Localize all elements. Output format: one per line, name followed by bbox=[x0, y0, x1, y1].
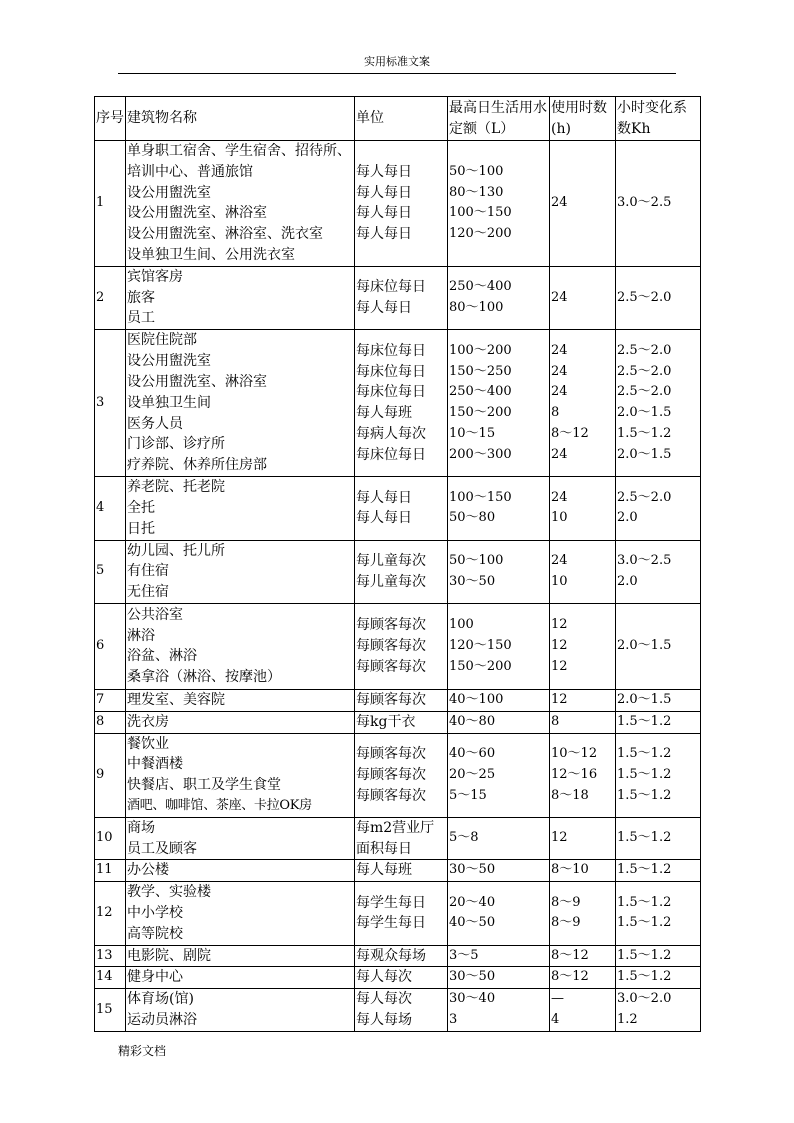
cell-no: 5 bbox=[95, 540, 126, 603]
cell-names bbox=[126, 733, 355, 817]
cell-names bbox=[126, 266, 355, 329]
quotas-line: 80～130 bbox=[449, 184, 504, 200]
cell-kh bbox=[616, 711, 701, 733]
cell-no: 3 bbox=[95, 330, 126, 477]
table-row bbox=[95, 711, 701, 733]
hours-line: 24 bbox=[551, 194, 568, 210]
kh-line: 2.0～1.5 bbox=[617, 638, 672, 654]
cell-hours bbox=[550, 330, 616, 477]
cell-names bbox=[126, 860, 355, 882]
table-row bbox=[95, 540, 701, 603]
units-line: 每观众每场 bbox=[356, 947, 426, 964]
cell-quotas bbox=[448, 860, 550, 882]
hours-line: 8～9 bbox=[551, 915, 581, 931]
cell-hours bbox=[550, 967, 616, 989]
quotas-line: 250～400 bbox=[449, 279, 512, 295]
units-line: 每顾客每次 bbox=[356, 766, 426, 783]
table-row bbox=[95, 860, 701, 882]
cell-units bbox=[355, 689, 448, 711]
cell-units bbox=[355, 882, 448, 945]
names-line: 中小学校 bbox=[127, 904, 183, 921]
cell-no: 8 bbox=[95, 711, 126, 733]
cell-units bbox=[355, 711, 448, 733]
hours-line: 12～16 bbox=[551, 766, 598, 782]
names-line: 中餐酒楼 bbox=[127, 756, 183, 773]
table-row bbox=[95, 989, 701, 1032]
table-row bbox=[95, 967, 701, 989]
hours-line: 8～10 bbox=[551, 862, 589, 878]
names-line: 设单独卫生间、公用洗衣室 bbox=[127, 246, 295, 263]
names-line: 运动员淋浴 bbox=[127, 1011, 197, 1028]
cell-names bbox=[126, 817, 355, 860]
hours-line: 12 bbox=[551, 691, 568, 707]
names-line: 公共浴室 bbox=[127, 606, 183, 623]
units-line: 每人每班 bbox=[356, 862, 412, 879]
quotas-line: 10～15 bbox=[449, 425, 496, 441]
names-line: 健身中心 bbox=[127, 969, 183, 986]
cell-names bbox=[126, 141, 355, 267]
names-line: 办公楼 bbox=[127, 862, 169, 879]
quotas-line: 40～50 bbox=[449, 915, 496, 931]
kh-line: 1.5～1.2 bbox=[617, 862, 672, 878]
units-line: 每人每日 bbox=[356, 205, 412, 222]
cell-units bbox=[355, 603, 448, 689]
names-line: 电影院、剧院 bbox=[127, 947, 211, 964]
kh-line: 3.0～2.5 bbox=[617, 552, 672, 568]
cell-names bbox=[126, 330, 355, 477]
cell-names bbox=[126, 711, 355, 733]
hours-line: 8～12 bbox=[551, 947, 589, 963]
cell-quotas bbox=[448, 540, 550, 603]
kh-line: 2.0～1.5 bbox=[617, 405, 672, 421]
units-line: 每人每次 bbox=[356, 991, 412, 1008]
hours-line: 12 bbox=[551, 830, 568, 846]
cell-kh bbox=[616, 989, 701, 1032]
quotas-line: 50～100 bbox=[449, 163, 504, 179]
quotas-line: 150～200 bbox=[449, 658, 512, 674]
names-line: 设公用盥洗室 bbox=[127, 353, 211, 370]
table-row bbox=[95, 603, 701, 689]
cell-names bbox=[126, 477, 355, 540]
cell-hours bbox=[550, 711, 616, 733]
quotas-line: 40～80 bbox=[449, 713, 496, 729]
cell-quotas bbox=[448, 733, 550, 817]
cell-quotas bbox=[448, 882, 550, 945]
cell-quotas bbox=[448, 689, 550, 711]
units-line: 每儿童每次 bbox=[356, 552, 426, 569]
names-line: 疗养院、休养所住房部 bbox=[127, 457, 267, 474]
quotas-line: 30～50 bbox=[449, 969, 496, 985]
cell-names bbox=[126, 989, 355, 1032]
hours-line: 12 bbox=[551, 617, 568, 633]
column-header-name: 建筑物名称 bbox=[126, 97, 355, 141]
cell-kh bbox=[616, 967, 701, 989]
cell-names bbox=[126, 967, 355, 989]
cell-names bbox=[126, 689, 355, 711]
units-line: 每病人每次 bbox=[356, 425, 426, 442]
cell-no: 10 bbox=[95, 817, 126, 860]
cell-quotas bbox=[448, 266, 550, 329]
cell-quotas bbox=[448, 945, 550, 967]
units-line: 每顾客每次 bbox=[356, 658, 426, 675]
units-line: 每人每日 bbox=[356, 163, 412, 180]
table-row bbox=[95, 733, 701, 817]
water-quota-table bbox=[94, 96, 701, 1032]
cell-kh bbox=[616, 603, 701, 689]
names-line: 设公用盥洗室 bbox=[127, 184, 211, 201]
kh-line: 1.5～1.2 bbox=[617, 425, 672, 441]
table-row bbox=[95, 477, 701, 540]
names-line: 教学、实验楼 bbox=[127, 884, 211, 901]
cell-hours bbox=[550, 540, 616, 603]
quotas-line: 150～200 bbox=[449, 405, 512, 421]
names-line: 洗衣房 bbox=[127, 713, 169, 730]
units-line: 每人每场 bbox=[356, 1011, 412, 1028]
quotas-line: 30～50 bbox=[449, 573, 496, 589]
table-row bbox=[95, 882, 701, 945]
table-row bbox=[95, 945, 701, 967]
quotas-line: 40～60 bbox=[449, 745, 496, 761]
units-line: 每顾客每次 bbox=[356, 638, 426, 655]
names-line: 设单独卫生间 bbox=[127, 394, 211, 411]
column-header-unit: 单位 bbox=[355, 97, 448, 141]
cell-units bbox=[355, 330, 448, 477]
cell-kh bbox=[616, 882, 701, 945]
column-header-hours: 使用时数(h) bbox=[550, 97, 616, 141]
quotas-line: 100～150 bbox=[449, 205, 512, 221]
units-line: 每人每日 bbox=[356, 184, 412, 201]
quotas-line: 100～200 bbox=[449, 342, 512, 358]
units-line: 每人每日 bbox=[356, 226, 412, 243]
kh-line: 2.0 bbox=[617, 510, 638, 526]
names-line: 体育场(馆) bbox=[127, 991, 194, 1008]
kh-line: 1.5～1.2 bbox=[617, 915, 672, 931]
hours-line: 8 bbox=[551, 713, 560, 729]
quotas-line: 100～150 bbox=[449, 489, 512, 505]
cell-units bbox=[355, 945, 448, 967]
cell-names bbox=[126, 603, 355, 689]
hours-line: 8 bbox=[551, 405, 560, 421]
cell-names bbox=[126, 945, 355, 967]
quotas-line: 200～300 bbox=[449, 446, 512, 462]
cell-no: 13 bbox=[95, 945, 126, 967]
table-header-row bbox=[95, 97, 701, 141]
names-line: 餐饮业 bbox=[127, 735, 169, 752]
page-footer: 精彩文档 bbox=[118, 1044, 167, 1058]
names-line: 高等院校 bbox=[127, 925, 183, 942]
kh-line: 2.0 bbox=[617, 573, 638, 589]
table-body bbox=[95, 141, 701, 1032]
names-line: 旅客 bbox=[127, 289, 155, 306]
cell-kh bbox=[616, 817, 701, 860]
units-line: 每儿童每次 bbox=[356, 573, 426, 590]
units-line: 每床位每日 bbox=[356, 363, 426, 380]
cell-hours bbox=[550, 603, 616, 689]
cell-kh bbox=[616, 330, 701, 477]
names-line: 快餐店、职工及学生食堂 bbox=[127, 777, 281, 794]
units-line: 每m2营业厅面积每日 bbox=[356, 819, 435, 857]
kh-line: 1.5～1.2 bbox=[617, 713, 672, 729]
units-line: 每顾客每次 bbox=[356, 787, 426, 804]
quotas-line: 50～100 bbox=[449, 552, 504, 568]
quotas-line: 30～40 bbox=[449, 991, 496, 1007]
names-line: 酒吧、咖啡馆、茶座、卡拉OK房 bbox=[127, 797, 312, 813]
names-line: 员工 bbox=[127, 310, 155, 327]
cell-no: 15 bbox=[95, 989, 126, 1032]
cell-hours bbox=[550, 477, 616, 540]
names-line: 医务人员 bbox=[127, 415, 183, 432]
units-line: 每顾客每次 bbox=[356, 745, 426, 762]
kh-line: 1.5～1.2 bbox=[617, 787, 672, 803]
cell-hours bbox=[550, 945, 616, 967]
units-line: 每人每日 bbox=[356, 299, 412, 316]
names-line: 浴盆、淋浴 bbox=[127, 648, 197, 665]
quotas-line: 120～200 bbox=[449, 226, 512, 242]
hours-line: 24 bbox=[551, 489, 568, 505]
hours-line: 10 bbox=[551, 510, 568, 526]
names-line: 门诊部、诊疗所 bbox=[127, 436, 225, 453]
kh-line: 1.5～1.2 bbox=[617, 969, 672, 985]
cell-units bbox=[355, 540, 448, 603]
cell-no: 6 bbox=[95, 603, 126, 689]
quotas-line: 3 bbox=[449, 1011, 458, 1027]
cell-kh bbox=[616, 945, 701, 967]
names-line: 宾馆客房 bbox=[127, 268, 183, 285]
kh-line: 2.0～1.5 bbox=[617, 446, 672, 462]
hours-line: 8～12 bbox=[551, 425, 589, 441]
hours-line: 24 bbox=[551, 552, 568, 568]
cell-no: 14 bbox=[95, 967, 126, 989]
cell-kh bbox=[616, 689, 701, 711]
names-line: 养老院、托老院 bbox=[127, 479, 225, 496]
cell-units bbox=[355, 967, 448, 989]
names-line: 设公用盥洗室、淋浴室、洗衣室 bbox=[127, 226, 323, 243]
column-header-kh: 小时变化系数Kh bbox=[616, 97, 701, 141]
names-line: 医院住院部 bbox=[127, 332, 197, 349]
kh-line: 2.5～2.0 bbox=[617, 363, 672, 379]
names-line: 设公用盥洗室、淋浴室 bbox=[127, 373, 267, 390]
quotas-line: 40～100 bbox=[449, 691, 504, 707]
cell-kh bbox=[616, 540, 701, 603]
cell-quotas bbox=[448, 989, 550, 1032]
units-line: 每床位每日 bbox=[356, 446, 426, 463]
quotas-line: 20～40 bbox=[449, 894, 496, 910]
units-line: 每床位每日 bbox=[356, 279, 426, 296]
names-line: 桑拿浴（淋浴、按摩池） bbox=[127, 669, 281, 686]
quotas-line: 150～250 bbox=[449, 363, 512, 379]
cell-quotas bbox=[448, 711, 550, 733]
names-line: 单身职工宿舍、学生宿舍、招待所、培训中心、普通旅馆 bbox=[127, 143, 351, 180]
units-line: 每学生每日 bbox=[356, 894, 426, 911]
cell-hours bbox=[550, 817, 616, 860]
quotas-line: 100 bbox=[449, 617, 474, 633]
cell-units bbox=[355, 266, 448, 329]
cell-kh bbox=[616, 141, 701, 267]
hours-line: 12 bbox=[551, 658, 568, 674]
kh-line: 2.5～2.0 bbox=[617, 489, 672, 505]
names-line: 商场 bbox=[127, 819, 155, 836]
cell-quotas bbox=[448, 477, 550, 540]
cell-no: 9 bbox=[95, 733, 126, 817]
cell-no: 12 bbox=[95, 882, 126, 945]
table-row bbox=[95, 141, 701, 267]
kh-line: 1.5～1.2 bbox=[617, 830, 672, 846]
cell-quotas bbox=[448, 967, 550, 989]
units-line: 每kg干衣 bbox=[356, 713, 416, 730]
cell-hours bbox=[550, 141, 616, 267]
units-line: 每人每日 bbox=[356, 489, 412, 506]
units-line: 每顾客每次 bbox=[356, 617, 426, 634]
cell-kh bbox=[616, 733, 701, 817]
units-line: 每床位每日 bbox=[356, 384, 426, 401]
cell-hours bbox=[550, 266, 616, 329]
cell-names bbox=[126, 540, 355, 603]
kh-line: 3.0～2.0 bbox=[617, 991, 672, 1007]
cell-no: 11 bbox=[95, 860, 126, 882]
kh-line: 1.5～1.2 bbox=[617, 766, 672, 782]
names-line: 淋浴 bbox=[127, 627, 155, 644]
cell-quotas bbox=[448, 330, 550, 477]
quotas-line: 50～80 bbox=[449, 510, 496, 526]
cell-no: 1 bbox=[95, 141, 126, 267]
names-line: 幼儿园、托儿所 bbox=[127, 542, 225, 559]
cell-hours bbox=[550, 882, 616, 945]
kh-line: 2.0～1.5 bbox=[617, 691, 672, 707]
cell-quotas bbox=[448, 603, 550, 689]
names-line: 无住宿 bbox=[127, 584, 169, 601]
names-line: 设公用盥洗室、淋浴室 bbox=[127, 205, 267, 222]
hours-line: 24 bbox=[551, 289, 568, 305]
names-line: 有住宿 bbox=[127, 563, 169, 580]
hours-line: 24 bbox=[551, 384, 568, 400]
hours-line: 24 bbox=[551, 446, 568, 462]
table-row bbox=[95, 330, 701, 477]
cell-units bbox=[355, 989, 448, 1032]
cell-hours bbox=[550, 733, 616, 817]
quotas-line: 120～150 bbox=[449, 638, 512, 654]
table-row bbox=[95, 817, 701, 860]
kh-line: 1.5～1.2 bbox=[617, 894, 672, 910]
kh-line: 3.0～2.5 bbox=[617, 194, 672, 210]
hours-line: 4 bbox=[551, 1011, 560, 1027]
kh-line: 1.5～1.2 bbox=[617, 745, 672, 761]
hours-line: 8～12 bbox=[551, 969, 589, 985]
cell-hours bbox=[550, 689, 616, 711]
cell-hours bbox=[550, 989, 616, 1032]
kh-line: 1.2 bbox=[617, 1011, 638, 1027]
quotas-line: 80～100 bbox=[449, 299, 504, 315]
quotas-line: 30～50 bbox=[449, 862, 496, 878]
cell-names bbox=[126, 882, 355, 945]
page-header: 实用标准文案 bbox=[364, 55, 430, 68]
units-line: 每学生每日 bbox=[356, 915, 426, 932]
hours-line: 10～12 bbox=[551, 745, 598, 761]
units-line: 每床位每日 bbox=[356, 342, 426, 359]
cell-quotas bbox=[448, 141, 550, 267]
hours-line: 10 bbox=[551, 573, 568, 589]
header-rule bbox=[118, 73, 676, 74]
quotas-line: 5～8 bbox=[449, 830, 479, 846]
quotas-line: 20～25 bbox=[449, 766, 496, 782]
quotas-line: 250～400 bbox=[449, 384, 512, 400]
names-line: 理发室、美容院 bbox=[127, 691, 225, 708]
cell-quotas bbox=[448, 817, 550, 860]
units-line: 每顾客每次 bbox=[356, 691, 426, 708]
cell-no: 7 bbox=[95, 689, 126, 711]
units-line: 每人每班 bbox=[356, 405, 412, 422]
names-line: 日托 bbox=[127, 520, 155, 537]
cell-hours bbox=[550, 860, 616, 882]
hours-line: 12 bbox=[551, 638, 568, 654]
cell-units bbox=[355, 733, 448, 817]
units-line: 每人每次 bbox=[356, 969, 412, 986]
cell-units bbox=[355, 141, 448, 267]
cell-units bbox=[355, 477, 448, 540]
table-row bbox=[95, 689, 701, 711]
cell-kh bbox=[616, 860, 701, 882]
hours-line: 8～18 bbox=[551, 787, 589, 803]
cell-kh bbox=[616, 266, 701, 329]
table-row bbox=[95, 266, 701, 329]
kh-line: 2.5～2.0 bbox=[617, 384, 672, 400]
quotas-line: 3～5 bbox=[449, 947, 479, 963]
column-header-quota: 最高日生活用水定额（L） bbox=[448, 97, 550, 141]
kh-line: 1.5～1.2 bbox=[617, 947, 672, 963]
cell-kh bbox=[616, 477, 701, 540]
hours-line: — bbox=[551, 991, 564, 1007]
hours-line: 8～9 bbox=[551, 894, 581, 910]
cell-no: 2 bbox=[95, 266, 126, 329]
cell-units bbox=[355, 817, 448, 860]
cell-no: 4 bbox=[95, 477, 126, 540]
names-line: 员工及顾客 bbox=[127, 840, 197, 857]
kh-line: 2.5～2.0 bbox=[617, 342, 672, 358]
column-header-no: 序号 bbox=[95, 97, 126, 141]
units-line: 每人每日 bbox=[356, 510, 412, 527]
cell-units bbox=[355, 860, 448, 882]
hours-line: 24 bbox=[551, 342, 568, 358]
kh-line: 2.5～2.0 bbox=[617, 289, 672, 305]
names-line: 全托 bbox=[127, 499, 155, 516]
quotas-line: 5～15 bbox=[449, 787, 487, 803]
hours-line: 24 bbox=[551, 363, 568, 379]
